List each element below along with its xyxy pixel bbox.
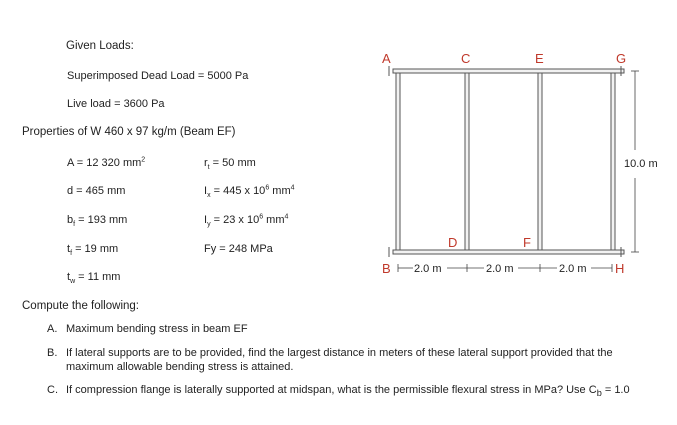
girder-ag xyxy=(393,69,624,73)
beam-cd xyxy=(465,73,469,250)
prop-area: A = 12 320 $mm^2$ xyxy=(67,156,146,169)
given-loads-heading: Given Loads: xyxy=(66,40,134,52)
prop-rt: $r_t = 50$ mm xyxy=(204,157,256,172)
prop-fy: Fy = 248 MPa xyxy=(204,243,273,255)
question-b-text: If lateral supports are to be provided, find the largest distance in meters of these lateral support provided that the maximum allowable bending stress is attained. xyxy=(66,347,613,373)
prop-iy: $I_y = 23$ x $10^6$ $mm^4$ xyxy=(204,213,289,229)
superimposed-dead-load: Superimposed Dead Load = 5000 Pa xyxy=(67,70,249,82)
question-a-number: A. xyxy=(47,323,58,335)
label-a: A xyxy=(382,51,391,66)
question-b-number: B. xyxy=(47,347,58,359)
label-e: E xyxy=(535,51,544,66)
dim-span-1: 2.0 m xyxy=(414,263,442,275)
dim-span-3: 2.0 m xyxy=(559,263,587,275)
label-g: G xyxy=(616,51,627,66)
prop-tw: $t_w = 11$ mm xyxy=(67,271,121,286)
dim-height: 10.0 m xyxy=(624,158,658,170)
dim-span-2: 2.0 m xyxy=(486,263,514,275)
label-c: C xyxy=(461,51,471,66)
question-c-number: C. xyxy=(47,384,58,396)
label-d: D xyxy=(448,235,458,250)
beam-ab xyxy=(396,73,400,250)
properties-heading: Properties of W 460 x 97 kg/m (Beam EF) xyxy=(22,126,236,138)
girder-bh xyxy=(393,250,624,254)
beam-gh xyxy=(611,73,615,250)
prop-bf: $b_f = 193$ mm xyxy=(67,214,128,229)
label-f: F xyxy=(523,235,531,250)
label-b: B xyxy=(382,261,391,276)
question-a-text: Maximum bending stress in beam EF xyxy=(66,323,248,335)
question-c-text: If compression flange is laterally supported at midspan, what is the permissible flexural stress in MPa? Use $C_b = 1.0$ xyxy=(66,384,630,399)
prop-depth: d = 465 mm xyxy=(67,185,126,197)
label-h: H xyxy=(615,261,625,276)
live-load: Live load = 3600 Pa xyxy=(67,98,165,110)
prop-tf: $t_f = 19$ mm xyxy=(67,243,119,258)
prop-ix: $I_x = 445$ x $10^6$ $mm^4$ xyxy=(204,184,295,200)
compute-heading: Compute the following: xyxy=(22,300,139,312)
beam-ef xyxy=(538,73,542,250)
